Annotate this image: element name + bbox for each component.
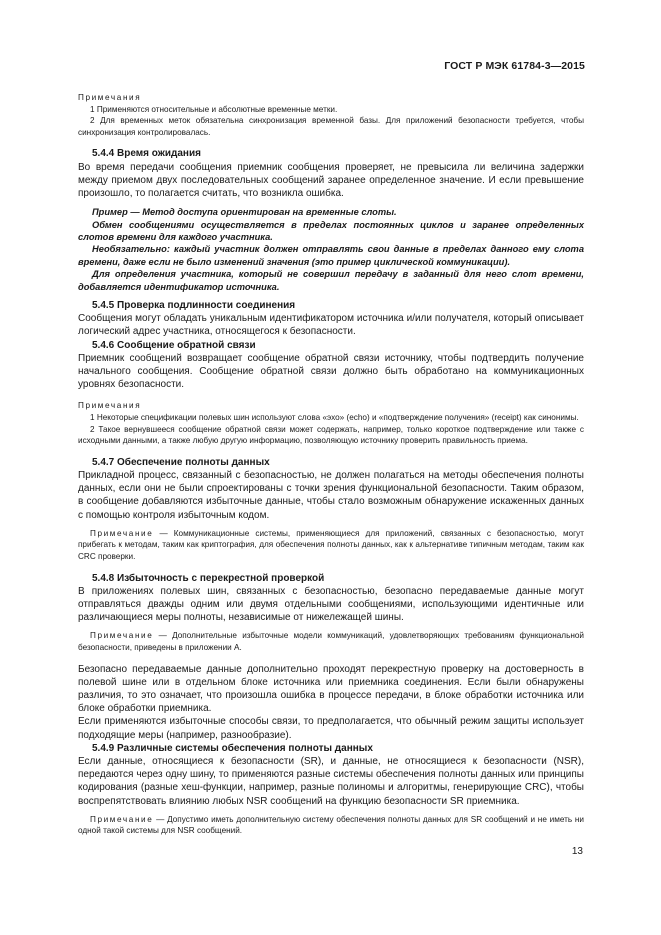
paragraph: Приемник сообщений возвращает сообщение обратной связи источнику, чтобы подтвердить получение начального сообщения. Сообщение обратной связи должно быть обработано на коммуникационных уровнях безопасности. (78, 352, 584, 391)
note-label: Примечание (90, 814, 154, 824)
section-5-4-6 (78, 339, 584, 392)
paragraph: Если данные, относящиеся к безопасности (SR), и данные, не относящиеся к безопасности (NSR), передаются через одну шину, то применяются разные системы обеспечения полноты данных или принципы кодирования (разные хеш-функции, например, разные полиномы и алгоритмы, генерирующие CRC), чтобы воспрепятствовать влиянию любых NSR сообщений на функцию безопасности SR приемника. (78, 756, 584, 807)
note-item: 1 Применяются относительные и абсолютные временные метки. (90, 104, 338, 114)
example-line: Необязательно: каждый участник должен отправлять свои данные в пределах данного ему слота времени, даже если не было изменений значения (это пример циклической коммуникации). (78, 244, 584, 267)
example-line: Пример — Метод доступа ориентирован на временные слоты. (92, 207, 397, 218)
note-block-1 (78, 92, 584, 138)
paragraph: Сообщения могут обладать уникальным идентификатором источника и/или получателя, который описывает логический адрес участника, относящегося к безопасности. (78, 313, 584, 338)
section-5-4-4 (78, 147, 584, 200)
note-text: — Допустимо иметь дополнительную систему обеспечения полноты данных для SR сообщений и не иметь ни одной такой системы для NSR сообщений. (78, 814, 584, 836)
note-text: — Коммуникационные системы, применяющиеся для приложений, связанных с безопасностью, могут прибегать к методам, таким как криптография, для обеспечения полноты данных, как к альтернативе типичным методам, таким как CRC проверки. (78, 528, 584, 562)
note-title: Примечания (78, 93, 142, 102)
inline-note (78, 814, 584, 837)
section-heading: 5.4.9 Различные системы обеспечения полноты данных (92, 742, 373, 754)
note-block-2 (78, 400, 584, 446)
paragraph: В приложениях полевых шин, связанных с безопасностью, безопасно передаваемые данные могут отправляться дважды одним или двумя отдельными сообщениями, использующими идентичные или различающиеся меры полноты, независимые от нижележащей шины. (78, 585, 584, 624)
note-text: — Дополнительные избыточные модели коммуникаций, удовлетворяющих требованиям функциональной безопасности, приведены в приложении А. (78, 631, 584, 653)
section-heading: 5.4.5 Проверка подлинности соединения (92, 300, 296, 312)
inline-note (78, 630, 584, 653)
paragraph: Безопасно передаваемые данные дополнительно проходят перекрестную проверку на достоверность в полевой шине или в отдельном блоке источника или приемника соединения. Если были обнаружены различия, то это означает, что произошла ошибка в процессе передачи, в блоке обработки источника или блоке обработки приемника. (78, 663, 584, 715)
section-5-4-7 (78, 456, 584, 522)
inline-note (78, 528, 584, 563)
example-line: Для определения участника, который не совершил передачу в заданный для него слот времени, добавляется идентификатор источника. (78, 269, 584, 292)
section-heading: 5.4.4 Время ожидания (92, 148, 201, 160)
paragraph: Если применяются избыточные способы связи, то предполагается, что обычный режим защиты использует подходящие меры (например, разнообразие). (78, 716, 584, 741)
document-body (78, 92, 584, 837)
page-number: 13 (571, 846, 583, 857)
section-heading: 5.4.7 Обеспечение полноты данных (92, 456, 270, 468)
section-5-4-8 (78, 572, 584, 625)
example-line: Обмен сообщениями осуществляется в пределах постоянных циклов и заранее определенных слотов времени для каждого участника. (78, 219, 584, 242)
paragraph: Во время передачи сообщения приемник сообщения проверяет, не превысила ли величина задержки между приемом двух последовательных сообщений заранее определенное значение. И если превышение произошло, то полагается считать, что возникла ошибка. (78, 161, 584, 199)
note-item: 2 Для временных меток обязательна синхронизация временной базы. Для приложений безопасности требуется, чтобы синхронизация контролировалась. (78, 116, 584, 137)
note-item: 2 Такое вернувшееся сообщение обратной связи может содержать, например, только короткое подтверждение или также с исходными данными, а также любую другую информацию, позволяющую источнику проверить правильность приема. (78, 424, 584, 446)
section-heading: 5.4.6 Сообщение обратной связи (92, 339, 256, 351)
section-heading: 5.4.8 Избыточность с перекрестной проверкой (92, 572, 325, 584)
section-5-4-8-cont (78, 663, 584, 742)
note-label: Примечание (90, 631, 154, 641)
section-5-4-9 (78, 742, 584, 808)
section-5-4-5 (78, 299, 584, 339)
example-block (78, 206, 584, 293)
note-label: Примечание (90, 528, 154, 538)
note-item: 1 Некоторые спецификации полевых шин используют слова «эхо» (echo) и «подтверждение получения» (receipt) как синонимы. (90, 413, 579, 423)
page-header: ГОСТ Р МЭК 61784-3—2015 (444, 60, 585, 72)
paragraph: Прикладной процесс, связанный с безопасностью, не должен полагаться на методы обеспечения полноты данных, если они не были спроектированы с точки зрения функциональной безопасности. Таким образом, в сообщение добавляются избыточные данные, чтобы стало возможным обнаружение искаженных данных с помощью контроля избыточным кодом. (78, 470, 584, 521)
note-title: Примечания (78, 401, 142, 411)
